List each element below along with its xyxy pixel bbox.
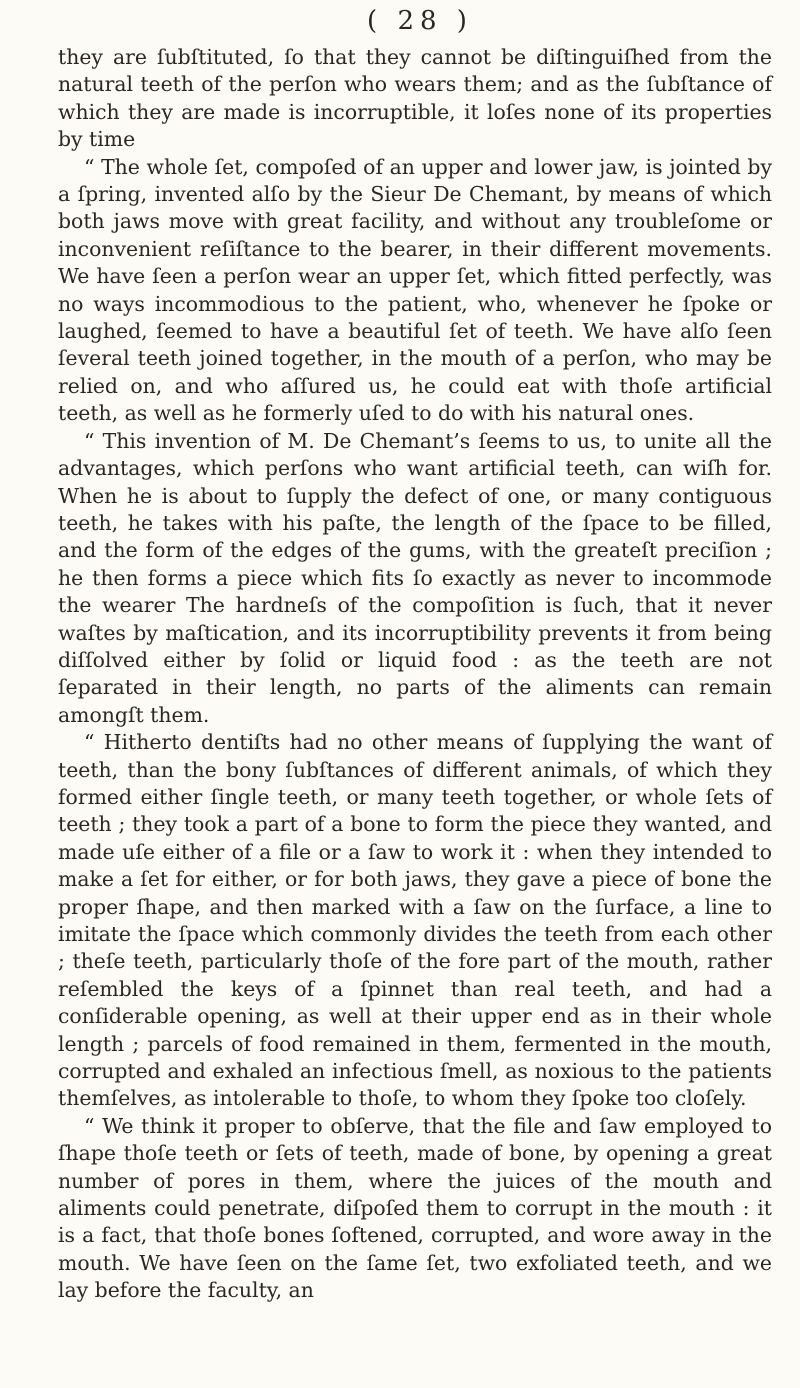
paragraph-bone-substitutes: “ Hitherto dentiſts had no other means of ſupplying the want of teeth, than the bony ſubſtances of different animals, of which they formed either ſingle teeth, or many teeth together, or whole ſets of teeth ; they took a part of a bone to form the piece they wanted, and made uſe either of a file or a ſaw to work it : when they intended to make a ſet for either, or for both jaws, they gave a piece of bone the proper ſhape, and then marked with a ſaw on the ſurface, a line to imitate the ſpace which commonly divides the teeth from each other ; theſe teeth, particularly thoſe of the fore part of the mouth, rather reſembled the keys of a ſpinnet than real teeth, and had a conſiderable opening, as well at their upper end as in their whole length ; parcels of food remained in them, fermented in the mouth, corrupted and exhaled an infectious ſmell, as noxious to the patients themſelves, as intolerable to thoſe, to whom they ſpoke too cloſely. <box>58 730 772 1111</box>
paragraph-invention-advantages: “ This invention of M. De Chemant’s ſeems to us, to unite all the advantages, which perſons who want artificial teeth, can wiſh for. When he is about to ſupply the defect of one, or many contiguous teeth, he takes with his paſte, the length of the ſpace to be filled, and the form of the edges of the gums, with the greateſt preciſion ; he then forms a piece which fits ſo exactly as never to incommode the wearer The hardneſs of the compoſition is ſuch, that it never waſtes by maſtication, and its incorruptibility prevents it from being diſſolved either by ſolid or liquid food : as the teeth are not ſeparated in their length, no parts of the aliments can remain amongſt them. <box>58 428 772 727</box>
paragraph-file-and-saw: “ We think it proper to obſerve, that the file and ſaw employed to ſhape thoſe teeth or ſets of teeth, made of bone, by opening a great number of pores in them, where the juices of the mouth and aliments could penetrate, diſpoſed them to corrupt in the mouth : it is a fact, that thoſe bones ſoftened, corrupted, and wore away in the mouth. We have ſeen on the ſame ſet, two exfoliated teeth, and we lay before the faculty, an <box>58 1113 772 1303</box>
body-text <box>58 44 772 1305</box>
paragraph-continuation: they are ſubſtituted, ſo that they cannot be diſtinguiſhed from the natural teeth of the perſon who wears them; and as the ſubſtance of which they are made is incorruptible, it loſes none of its properties by time <box>58 45 772 152</box>
page-number: ( 28 ) <box>367 6 473 36</box>
paragraph-spring-jointed-set: “ The whole ſet, compoſed of an upper and lower jaw, is jointed by a ſpring, invented alſo by the Sieur De Chemant, by means of which both jaws move with great facility, and without any troubleſome or inconvenient reſiſtance to the bearer, in their different movements. We have ſeen a perſon wear an upper ſet, which fitted perfectly, was no ways incommodious to the patient, who, whenever he ſpoke or laughed, ſeemed to have a beautiful ſet of teeth. We have alſo ſeen ſeveral teeth joined together, in the mouth of a perſon, who may be relied on, and who aſſured us, he could eat with thoſe artificial teeth, as well as he formerly uſed to do with his natural ones. <box>58 154 772 426</box>
